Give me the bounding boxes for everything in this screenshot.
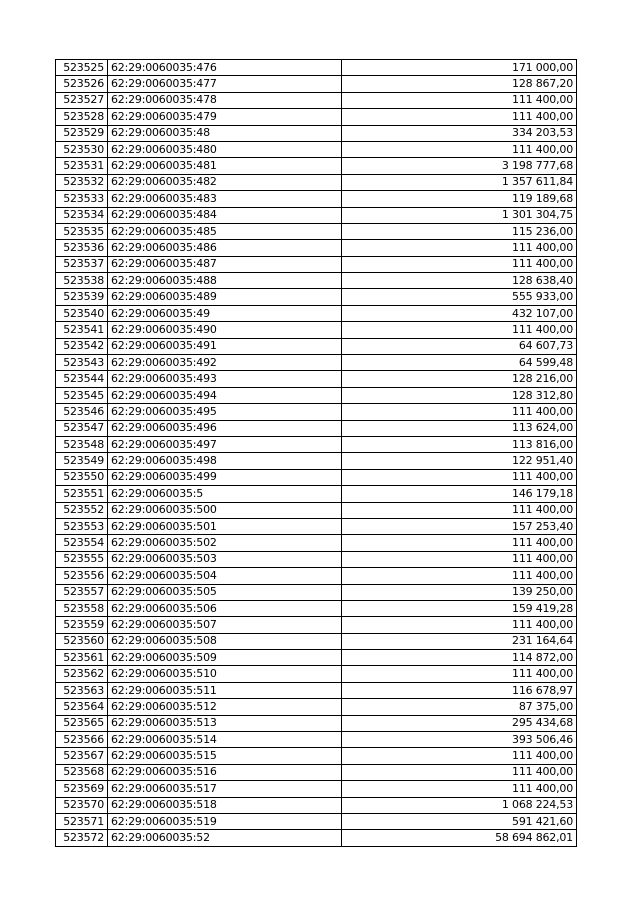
row-number-cell: 523525 (56, 60, 108, 76)
row-number-cell: 523531 (56, 158, 108, 174)
cadastral-number-cell: 62:29:0060035:483 (108, 191, 342, 207)
cadastral-value-cell: 113 816,00 (342, 436, 577, 452)
cadastral-number-cell: 62:29:0060035:493 (108, 371, 342, 387)
table-row (56, 60, 577, 76)
row-number-cell: 523552 (56, 502, 108, 518)
table-row (56, 420, 577, 436)
cadastral-value-cell: 122 951,40 (342, 453, 577, 469)
cadastral-value-cell: 115 236,00 (342, 223, 577, 239)
table-row (56, 682, 577, 698)
row-number-cell: 523557 (56, 584, 108, 600)
cadastral-number-cell: 62:29:0060035:496 (108, 420, 342, 436)
cadastral-value-cell: 128 312,80 (342, 387, 577, 403)
cadastral-value-cell: 591 421,60 (342, 813, 577, 829)
cadastral-number-cell: 62:29:0060035:488 (108, 273, 342, 289)
table-row (56, 289, 577, 305)
cadastral-value-cell: 111 400,00 (342, 256, 577, 272)
cadastral-number-cell: 62:29:0060035:479 (108, 109, 342, 125)
row-number-cell: 523564 (56, 699, 108, 715)
cadastral-number-cell: 62:29:0060035:477 (108, 76, 342, 92)
row-number-cell: 523567 (56, 748, 108, 764)
table-row (56, 764, 577, 780)
cadastral-number-cell: 62:29:0060035:509 (108, 650, 342, 666)
table-row (56, 781, 577, 797)
cadastral-value-cell: 128 216,00 (342, 371, 577, 387)
table-row (56, 797, 577, 813)
cadastral-value-cell: 1 068 224,53 (342, 797, 577, 813)
row-number-cell: 523565 (56, 715, 108, 731)
row-number-cell: 523543 (56, 355, 108, 371)
table-row (56, 256, 577, 272)
table-row (56, 125, 577, 141)
row-number-cell: 523529 (56, 125, 108, 141)
table-row (56, 633, 577, 649)
cadastral-number-cell: 62:29:0060035:515 (108, 748, 342, 764)
cadastral-number-cell: 62:29:0060035:481 (108, 158, 342, 174)
cadastral-value-cell: 113 624,00 (342, 420, 577, 436)
row-number-cell: 523535 (56, 223, 108, 239)
row-number-cell: 523541 (56, 322, 108, 338)
cadastral-number-cell: 62:29:0060035:492 (108, 355, 342, 371)
row-number-cell: 523540 (56, 305, 108, 321)
cadastral-value-cell: 111 400,00 (342, 781, 577, 797)
row-number-cell: 523532 (56, 174, 108, 190)
cadastral-value-cell: 171 000,00 (342, 60, 577, 76)
cadastral-value-cell: 432 107,00 (342, 305, 577, 321)
row-number-cell: 523526 (56, 76, 108, 92)
cadastral-value-cell: 334 203,53 (342, 125, 577, 141)
cadastral-number-cell: 62:29:0060035:499 (108, 469, 342, 485)
table-row (56, 174, 577, 190)
table-row (56, 568, 577, 584)
row-number-cell: 523554 (56, 535, 108, 551)
row-number-cell: 523539 (56, 289, 108, 305)
cadastral-value-cell: 64 607,73 (342, 338, 577, 354)
cadastral-number-cell: 62:29:0060035:476 (108, 60, 342, 76)
table-row (56, 584, 577, 600)
cadastral-value-cell: 1 301 304,75 (342, 207, 577, 223)
cadastral-value-cell: 111 400,00 (342, 535, 577, 551)
row-number-cell: 523530 (56, 141, 108, 157)
cadastral-number-cell: 62:29:0060035:517 (108, 781, 342, 797)
row-number-cell: 523559 (56, 617, 108, 633)
row-number-cell: 523553 (56, 518, 108, 534)
cadastral-value-cell: 231 164,64 (342, 633, 577, 649)
table-row (56, 748, 577, 764)
row-number-cell: 523544 (56, 371, 108, 387)
cadastral-number-cell: 62:29:0060035:495 (108, 404, 342, 420)
table-row (56, 715, 577, 731)
cadastral-value-cell: 555 933,00 (342, 289, 577, 305)
cadastral-number-cell: 62:29:0060035:48 (108, 125, 342, 141)
cadastral-value-cell: 58 694 862,01 (342, 830, 577, 846)
row-number-cell: 523560 (56, 633, 108, 649)
cadastral-number-cell: 62:29:0060035:49 (108, 305, 342, 321)
cadastral-value-cell: 111 400,00 (342, 568, 577, 584)
table-body (56, 60, 577, 847)
row-number-cell: 523549 (56, 453, 108, 469)
cadastral-value-cell: 157 253,40 (342, 518, 577, 534)
table-row (56, 617, 577, 633)
cadastral-value-cell: 87 375,00 (342, 699, 577, 715)
cadastral-number-cell: 62:29:0060035:504 (108, 568, 342, 584)
cadastral-value-cell: 128 638,40 (342, 273, 577, 289)
row-number-cell: 523533 (56, 191, 108, 207)
table-row (56, 158, 577, 174)
cadastral-number-cell: 62:29:0060035:514 (108, 732, 342, 748)
cadastral-value-cell: 111 400,00 (342, 141, 577, 157)
table-row (56, 371, 577, 387)
cadastral-value-table (55, 59, 577, 847)
row-number-cell: 523561 (56, 650, 108, 666)
row-number-cell: 523555 (56, 551, 108, 567)
row-number-cell: 523528 (56, 109, 108, 125)
cadastral-value-cell: 111 400,00 (342, 92, 577, 108)
cadastral-number-cell: 62:29:0060035:494 (108, 387, 342, 403)
table-row (56, 650, 577, 666)
cadastral-number-cell: 62:29:0060035:486 (108, 240, 342, 256)
table-row (56, 109, 577, 125)
cadastral-number-cell: 62:29:0060035:482 (108, 174, 342, 190)
cadastral-value-cell: 295 434,68 (342, 715, 577, 731)
cadastral-value-cell: 111 400,00 (342, 748, 577, 764)
cadastral-number-cell: 62:29:0060035:500 (108, 502, 342, 518)
row-number-cell: 523537 (56, 256, 108, 272)
table-row (56, 76, 577, 92)
cadastral-value-cell: 111 400,00 (342, 240, 577, 256)
table-row (56, 404, 577, 420)
row-number-cell: 523550 (56, 469, 108, 485)
row-number-cell: 523545 (56, 387, 108, 403)
table-row (56, 600, 577, 616)
cadastral-value-cell: 111 400,00 (342, 502, 577, 518)
row-number-cell: 523536 (56, 240, 108, 256)
cadastral-value-cell: 111 400,00 (342, 551, 577, 567)
table-row (56, 732, 577, 748)
table-row (56, 502, 577, 518)
table-row (56, 518, 577, 534)
table-row (56, 338, 577, 354)
cadastral-value-cell: 1 357 611,84 (342, 174, 577, 190)
row-number-cell: 523569 (56, 781, 108, 797)
cadastral-number-cell: 62:29:0060035:503 (108, 551, 342, 567)
table-row (56, 240, 577, 256)
cadastral-number-cell: 62:29:0060035:487 (108, 256, 342, 272)
cadastral-number-cell: 62:29:0060035:485 (108, 223, 342, 239)
table-row (56, 813, 577, 829)
cadastral-value-cell: 128 867,20 (342, 76, 577, 92)
table-row (56, 453, 577, 469)
cadastral-value-cell: 116 678,97 (342, 682, 577, 698)
row-number-cell: 523563 (56, 682, 108, 698)
cadastral-number-cell: 62:29:0060035:491 (108, 338, 342, 354)
table-row (56, 305, 577, 321)
table-row (56, 666, 577, 682)
cadastral-number-cell: 62:29:0060035:478 (108, 92, 342, 108)
cadastral-value-cell: 111 400,00 (342, 404, 577, 420)
cadastral-number-cell: 62:29:0060035:505 (108, 584, 342, 600)
table-row (56, 273, 577, 289)
cadastral-number-cell: 62:29:0060035:506 (108, 600, 342, 616)
cadastral-value-cell: 3 198 777,68 (342, 158, 577, 174)
table-row (56, 699, 577, 715)
cadastral-number-cell: 62:29:0060035:511 (108, 682, 342, 698)
cadastral-value-cell: 111 400,00 (342, 617, 577, 633)
row-number-cell: 523551 (56, 486, 108, 502)
cadastral-number-cell: 62:29:0060035:52 (108, 830, 342, 846)
cadastral-number-cell: 62:29:0060035:502 (108, 535, 342, 551)
table-row (56, 830, 577, 846)
cadastral-number-cell: 62:29:0060035:513 (108, 715, 342, 731)
cadastral-number-cell: 62:29:0060035:480 (108, 141, 342, 157)
row-number-cell: 523571 (56, 813, 108, 829)
table-row (56, 191, 577, 207)
row-number-cell: 523546 (56, 404, 108, 420)
cadastral-number-cell: 62:29:0060035:484 (108, 207, 342, 223)
row-number-cell: 523570 (56, 797, 108, 813)
cadastral-value-cell: 139 250,00 (342, 584, 577, 600)
table-row (56, 141, 577, 157)
cadastral-number-cell: 62:29:0060035:518 (108, 797, 342, 813)
cadastral-number-cell: 62:29:0060035:507 (108, 617, 342, 633)
row-number-cell: 523558 (56, 600, 108, 616)
cadastral-value-cell: 119 189,68 (342, 191, 577, 207)
row-number-cell: 523534 (56, 207, 108, 223)
row-number-cell: 523572 (56, 830, 108, 846)
cadastral-number-cell: 62:29:0060035:512 (108, 699, 342, 715)
row-number-cell: 523547 (56, 420, 108, 436)
cadastral-value-cell: 114 872,00 (342, 650, 577, 666)
cadastral-number-cell: 62:29:0060035:5 (108, 486, 342, 502)
table-row (56, 322, 577, 338)
cadastral-value-cell: 111 400,00 (342, 666, 577, 682)
cadastral-number-cell: 62:29:0060035:489 (108, 289, 342, 305)
document-page (55, 59, 577, 847)
cadastral-value-cell: 393 506,46 (342, 732, 577, 748)
cadastral-value-cell: 146 179,18 (342, 486, 577, 502)
table-row (56, 436, 577, 452)
cadastral-value-cell: 111 400,00 (342, 322, 577, 338)
row-number-cell: 523538 (56, 273, 108, 289)
cadastral-value-cell: 111 400,00 (342, 469, 577, 485)
row-number-cell: 523566 (56, 732, 108, 748)
row-number-cell: 523542 (56, 338, 108, 354)
cadastral-number-cell: 62:29:0060035:519 (108, 813, 342, 829)
table-row (56, 551, 577, 567)
cadastral-number-cell: 62:29:0060035:497 (108, 436, 342, 452)
cadastral-number-cell: 62:29:0060035:516 (108, 764, 342, 780)
cadastral-value-cell: 111 400,00 (342, 109, 577, 125)
cadastral-value-cell: 111 400,00 (342, 764, 577, 780)
table-row (56, 469, 577, 485)
cadastral-number-cell: 62:29:0060035:501 (108, 518, 342, 534)
cadastral-value-cell: 159 419,28 (342, 600, 577, 616)
table-row (56, 355, 577, 371)
row-number-cell: 523556 (56, 568, 108, 584)
row-number-cell: 523568 (56, 764, 108, 780)
table-row (56, 486, 577, 502)
table-row (56, 535, 577, 551)
cadastral-value-cell: 64 599,48 (342, 355, 577, 371)
row-number-cell: 523548 (56, 436, 108, 452)
table-row (56, 387, 577, 403)
cadastral-number-cell: 62:29:0060035:508 (108, 633, 342, 649)
table-row (56, 92, 577, 108)
cadastral-number-cell: 62:29:0060035:498 (108, 453, 342, 469)
cadastral-number-cell: 62:29:0060035:510 (108, 666, 342, 682)
row-number-cell: 523562 (56, 666, 108, 682)
row-number-cell: 523527 (56, 92, 108, 108)
cadastral-number-cell: 62:29:0060035:490 (108, 322, 342, 338)
table-row (56, 223, 577, 239)
table-row (56, 207, 577, 223)
